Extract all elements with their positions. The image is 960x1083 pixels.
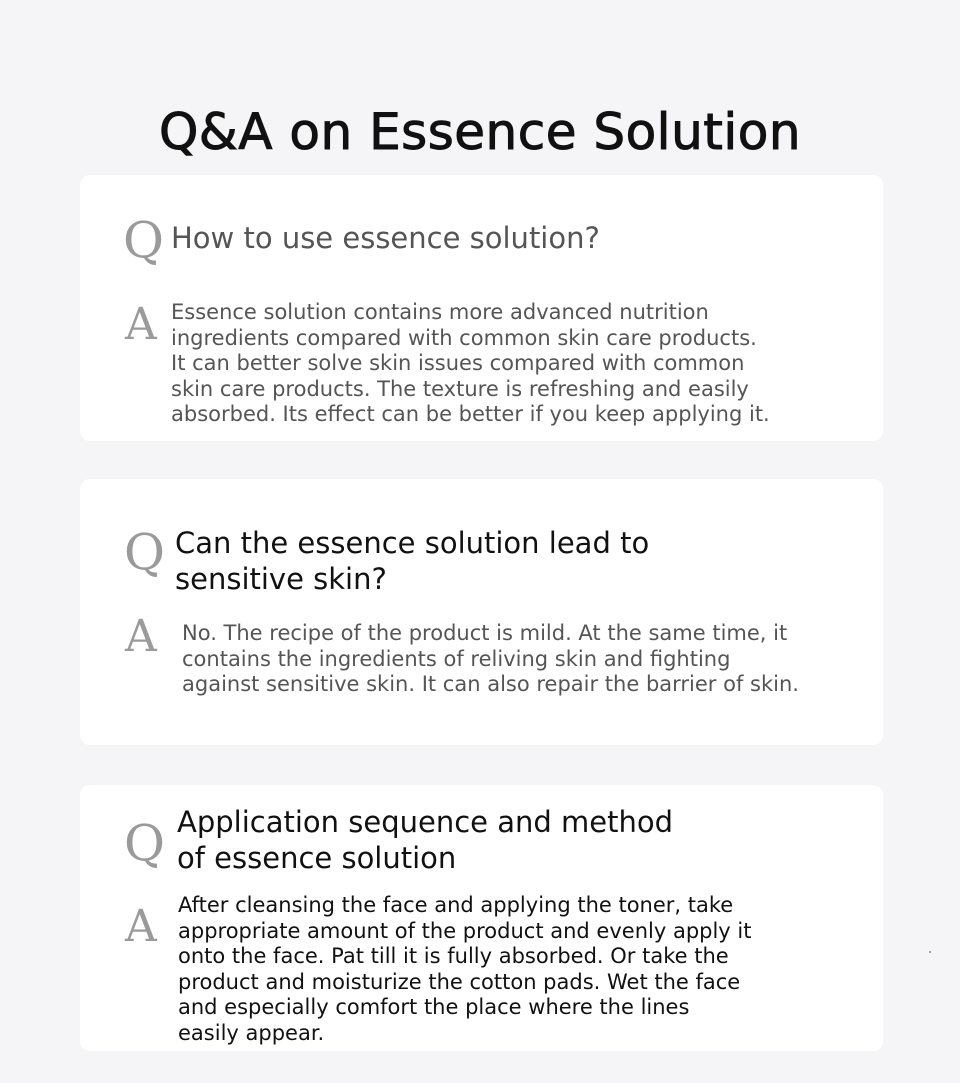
answer-marker: A <box>125 611 157 662</box>
question-line: Application sequence and method <box>177 805 673 839</box>
question-line: How to use essence solution? <box>171 221 600 255</box>
answer-line: ingredients compared with common skin care products. <box>171 325 757 350</box>
answer-marker: A <box>125 901 157 952</box>
qa-card <box>80 175 883 441</box>
answer-text <box>171 300 770 428</box>
answer-line: onto the face. Pat till it is fully absorbed. Or take the <box>178 944 729 968</box>
question-marker: Q <box>124 814 165 872</box>
answer-line: No. The recipe of the product is mild. At the same time, it <box>182 621 788 645</box>
stray-dot <box>929 951 931 953</box>
answer-line: It can better solve skin issues compared with common <box>171 351 745 375</box>
answer-line: skin care products. The texture is refreshing and easily <box>171 376 749 401</box>
qa-card <box>80 785 883 1051</box>
answer-line: product and moisturize the cotton pads. Wet the face <box>178 969 741 994</box>
page-title: Q&A on Essence Solution <box>158 102 802 161</box>
qa-card <box>80 479 883 745</box>
answer-text <box>178 893 751 1046</box>
answer-line: easily appear. <box>178 1020 325 1045</box>
question-text <box>171 220 600 256</box>
answer-line: Essence solution contains more advanced nutrition <box>171 300 709 324</box>
question-text <box>175 525 649 597</box>
question-line: sensitive skin? <box>175 562 387 596</box>
question-text <box>177 804 673 876</box>
question-line: of essence solution <box>177 841 457 875</box>
answer-text <box>182 621 799 698</box>
question-marker: Q <box>124 523 165 581</box>
answer-line: and especially comfort the place where the lines <box>178 995 690 1019</box>
answer-line: against sensitive skin. It can also repair the barrier of skin. <box>182 672 799 696</box>
answer-line: After cleansing the face and applying the toner, take <box>178 893 734 917</box>
question-line: Can the essence solution lead to <box>175 526 650 560</box>
answer-marker: A <box>125 299 157 350</box>
answer-line: absorbed. Its effect can be better if you keep applying it. <box>171 402 770 426</box>
answer-line: appropriate amount of the product and evenly apply it <box>178 918 752 943</box>
answer-line: contains the ingredients of reliving skin and fighting <box>182 646 731 671</box>
question-marker: Q <box>123 211 164 269</box>
